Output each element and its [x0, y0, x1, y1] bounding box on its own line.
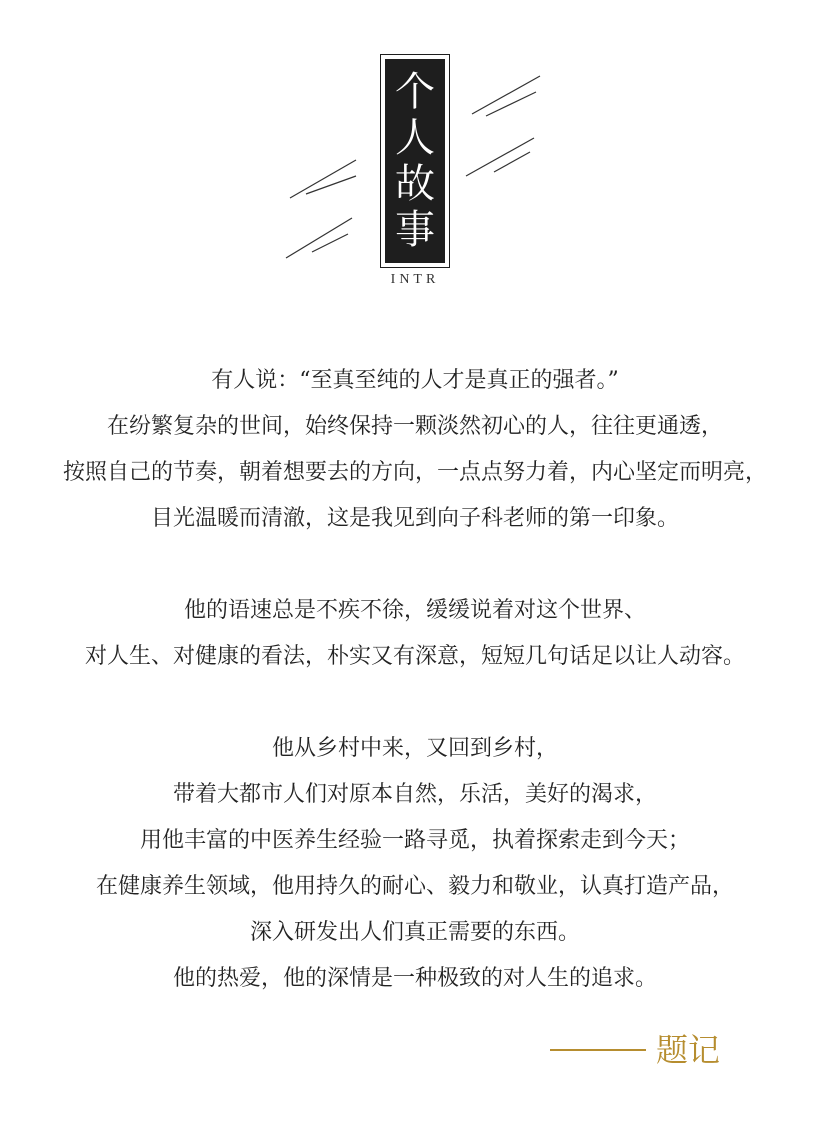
title-char: 个: [395, 69, 435, 115]
paragraph-gap: [0, 542, 830, 588]
paragraph-line: 按照自己的节奏，朝着想要去的方向，一点点努力着，内心坚定而明亮，: [62, 460, 767, 485]
deco-line: [312, 234, 348, 252]
deco-line: [286, 218, 352, 258]
deco-line: [486, 92, 536, 116]
paragraph-gap: [0, 680, 830, 726]
paragraph-line: 对人生、对健康的看法，朴实又有深意，短短几句话足以让人动容。: [84, 644, 745, 669]
paragraph-line: 有人说：“至真至纯的人才是真正的强者。”: [211, 368, 619, 393]
paragraph-line: 用他丰富的中医养生经验一路寻觅，执着探索走到今天；: [139, 828, 690, 853]
subtitle: INTR: [390, 272, 440, 287]
story-content: [0, 358, 830, 1002]
title-block-inner: [385, 59, 445, 263]
title-char: 故: [395, 161, 435, 207]
signature-dash: [550, 1049, 646, 1051]
title-block: [380, 54, 450, 268]
deco-line: [494, 152, 530, 172]
paragraph-line: 在健康养生领域，他用持久的耐心、毅力和敬业，认真打造产品，: [95, 874, 734, 899]
paragraph-line: 他从乡村中来，又回到乡村，: [271, 736, 558, 761]
title-char: 事: [395, 207, 435, 253]
paragraph-line: 带着大都市人们对原本自然，乐活，美好的渴求，: [172, 782, 657, 807]
paragraph-line: 在纷繁复杂的世间，始终保持一颗淡然初心的人，往往更通透，: [106, 414, 723, 439]
paragraph-line: 目光温暖而清澈，这是我见到向子科老师的第一印象。: [150, 506, 679, 531]
header: [0, 0, 830, 300]
signature-text: 题记: [656, 1031, 721, 1069]
signature: [550, 1028, 720, 1072]
paragraph-line: 深入研发出人们真正需要的东西。: [249, 920, 580, 945]
deco-line: [466, 138, 534, 176]
title-char: 人: [395, 115, 435, 161]
paragraph-intro: [0, 358, 830, 542]
paragraph-line: 他的语速总是不疾不徐，缓缓说着对这个世界、: [183, 598, 646, 623]
paragraph-journey: [0, 726, 830, 1002]
paragraph-line: 他的热爱，他的深情是一种极致的对人生的追求。: [172, 966, 657, 991]
paragraph-speech: [0, 588, 830, 680]
